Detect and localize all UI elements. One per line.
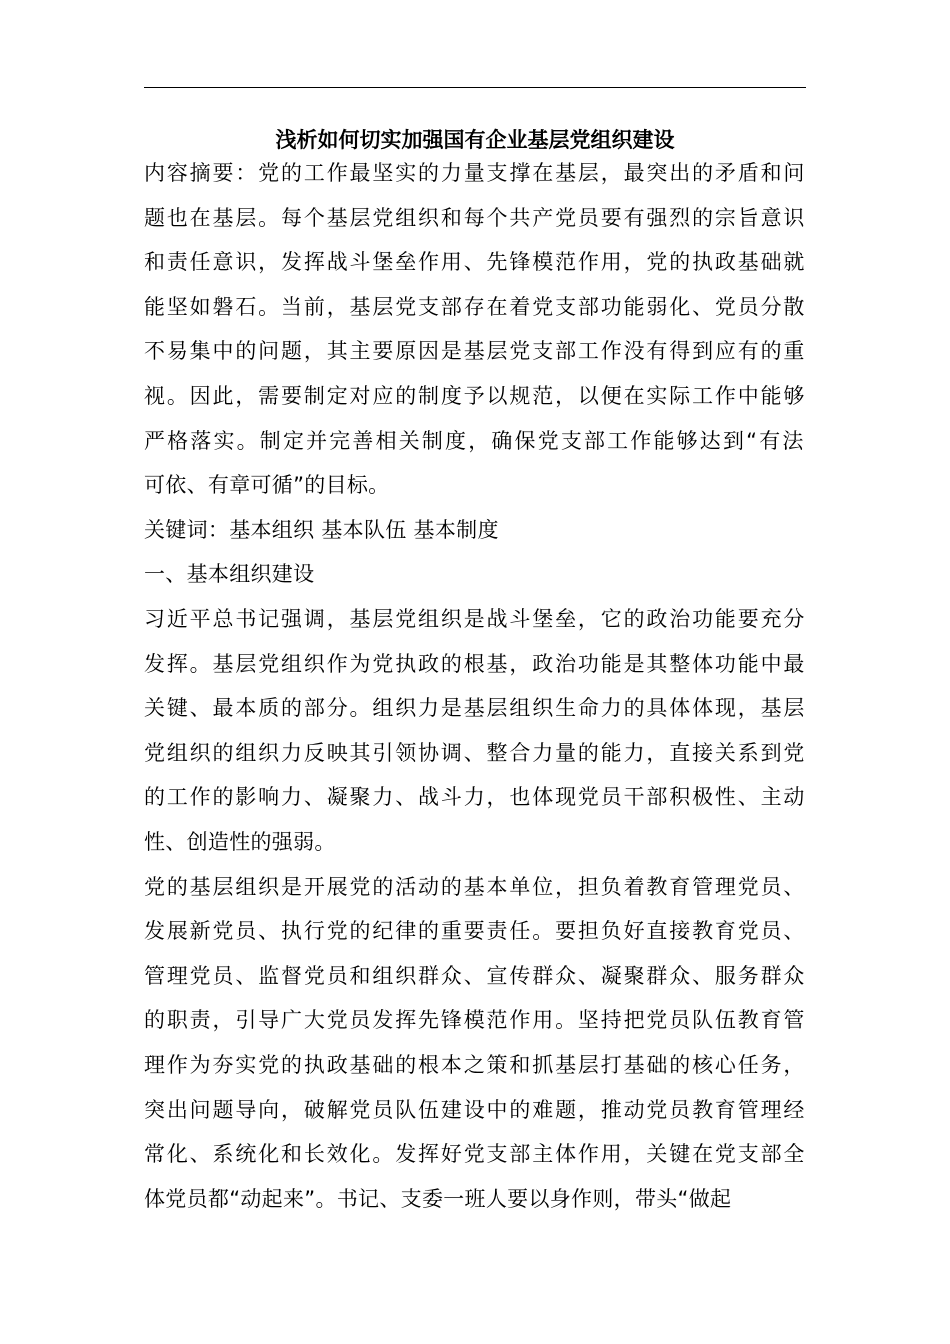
text-line: 常化、系统化和长效化。发挥好党支部主体作用，关键在党支部全: [144, 1142, 807, 1167]
text-line: 突出问题导向，破解党员队伍建设中的难题，推动党员教育管理经: [144, 1097, 807, 1122]
text-line: 性、创造性的强弱。: [144, 830, 336, 854]
text-line: 党组织的组织力反映其引领协调、整合力量的能力，直接关系到党: [144, 740, 807, 765]
text-line: 体党员都“动起来”。书记、支委一班人要以身作则，带头“做起: [144, 1186, 732, 1211]
text-line: 发挥。基层党组织作为党执政的根基，政治功能是其整体功能中最: [144, 651, 807, 676]
text-line: 能坚如磐石。当前，基层党支部存在着党支部功能弱化、党员分散: [144, 294, 807, 319]
text-line: 可依、有章可循”的目标。: [144, 473, 390, 498]
text-line: 不易集中的问题，其主要原因是基层党支部工作没有得到应有的重: [144, 339, 807, 364]
text-line: 视。因此，需要制定对应的制度予以规范，以便在实际工作中能够: [144, 384, 807, 408]
text-line: 一、基本组织建设: [144, 562, 315, 587]
text-line: 管理党员、监督党员和组织群众、宣传群众、凝聚群众、服务群众: [144, 963, 807, 988]
text-line: 关键词：基本组织 基本队伍 基本制度: [144, 517, 499, 542]
text-line: 严格落实。制定并完善相关制度，确保党支部工作能够达到“有法: [144, 428, 806, 453]
text-line: 的工作的影响力、凝聚力、战斗力，也体现党员干部积极性、主动: [144, 785, 807, 810]
text-line: 习近平总书记强调，基层党组织是战斗堡垒，它的政治功能要充分: [144, 607, 807, 631]
text-line: 党的基层组织是开展党的活动的基本单位，担负着教育管理党员、: [144, 874, 807, 899]
text-line: 题也在基层。每个基层党组织和每个共产党员要有强烈的宗旨意识: [144, 205, 807, 230]
text-line: 理作为夯实党的执政基础的根本之策和抓基层打基础的核心任务，: [144, 1053, 807, 1077]
text-line: 和责任意识，发挥战斗堡垒作用、先锋模范作用，党的执政基础就: [144, 250, 807, 275]
text-line: 的职责，引导广大党员发挥先锋模范作用。坚持把党员队伍教育管: [144, 1008, 807, 1033]
text-line: 内容摘要：党的工作最坚实的力量支撑在基层，最突出的矛盾和问: [144, 161, 807, 185]
document-title: 浅析如何切实加强国有企业基层党组织建设: [275, 128, 675, 152]
header-rule: [144, 87, 806, 88]
text-line: 发展新党员、执行党的纪律的重要责任。要担负好直接教育党员、: [144, 919, 807, 944]
text-line: 关键、最本质的部分。组织力是基层组织生命力的具体体现，基层: [144, 696, 807, 721]
